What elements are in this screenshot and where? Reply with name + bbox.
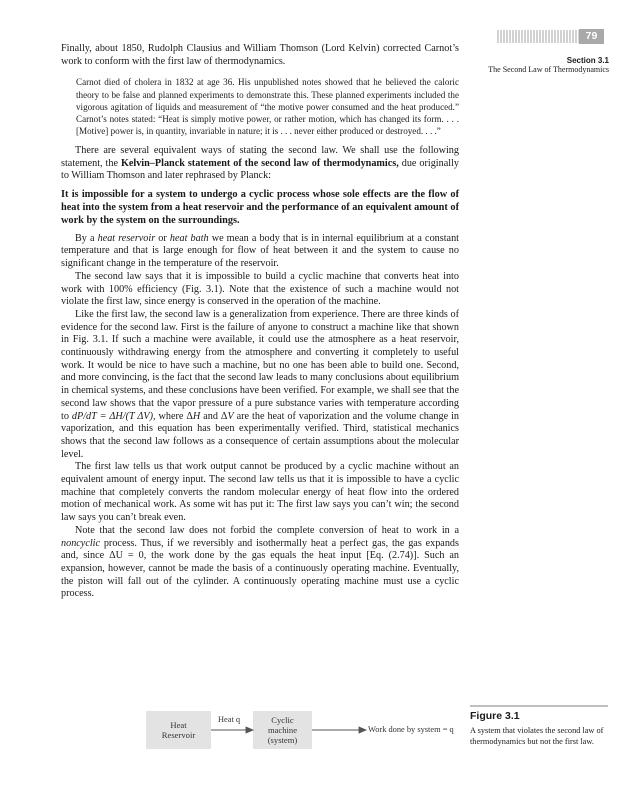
heat-reservoir-paragraph: By a heat reservoir or heat bath we mean a body that is in internal equilibrium at a constant temperature and that is large enough for flow of heat between it and the system to cause no significant change in the temperature of the reservoir. [61,232,459,270]
carnot-footnote: Carnot died of cholera in 1832 at age 36. His unpublished notes showed that he believed the caloric theory to be false and planned experiments to demonstrate this. These planned experiments included the vigorous agitation of liquids and measurement of “the motive power consumed and the heat produced.” Carnot’s notes stated: “Heat is simply motive power, or rather motion, which has changed its form. . . . [Motive] power is, in quantity, invariable in nature; it is . . . never either produced or destroyed. . . .” [76,77,459,136]
section-label: Section 3.1 [566,56,609,65]
section-title: The Second Law of Thermodynamics [488,65,609,74]
work-output-arrow [312,727,366,733]
cyclic-machine-paragraph: The second law says that it is impossible to build a cyclic machine that converts heat into work with 100% efficiency (Fig. 3.1). Note that the existence of such a machine would not violate the first law, since energy is conserved in the operation of the machine. [61,270,459,308]
heat-reservoir-box: Heat Reservoir [146,711,211,749]
work-arrow-label: Work done by system = q [368,725,454,734]
figure-caption: A system that violates the second law of thermodynamics but not the first law. [470,726,604,746]
intro-paragraph: Finally, about 1850, Rudolph Clausius and William Thomson (Lord Kelvin) corrected Carnot’s work to conform with the first law of thermodynamics. [61,43,459,67]
heat-reservoir-term: heat reservoir [97,232,156,244]
figure-rule [470,705,608,707]
page-number: 79 [579,29,604,44]
clapeyron-equation: dP/dT = ΔH/(T ΔV), [71,410,156,422]
kelvin-planck-statement: It is impossible for a system to undergo a cyclic process whose sole effects are the flow of heat into the system from a heat reservoir and the performance of an equivalent amount of work by the system on the surroundings. [61,188,459,226]
evidence-paragraph: Like the first law, the second law is a generalization from experience. There are three kinds of evidence for the second law. First is the failure of anyone to construct a machine like that shown in Fig. 3.1. If such a machine were available, it could use the atmosphere as a heat reservoir, continuously withdrawing energy from the atmosphere and converting it completely to useful work. It would be nice to have such a machine, but no one has been able to build one. Second, and more convincing, is the fact that the second law leads to many conclusions about equilibrium in chemical systems, and these conclusions have been verified. For example, we shall see that the second law shows that the vapor pressure of a pure substance varies with temperature according to dP/dT = ΔH/(T ΔV), where ΔH and ΔV are the heat of vaporization and the volume change in vaporization, and this equation has been experimentally verified. Third, statistical mechanics shows that the second law follows as a consequence of certain assumptions about the molecular level. [61,308,459,460]
figure-label: Figure 3.1 [470,710,520,722]
noncyclic-paragraph: Note that the second law does not forbid the complete conversion of heat to work in a noncyclic process. Thus, if we reversibly and isothermally heat a perfect gas, the gas expands and, since ΔU = 0, the work done by the gas equals the heat input [Eq. (2.74)]. Such an expansion, however, cannot be made the basis of a continuously operating machine. Eventually, the piston will fall out of the cylinder. A continuously operating machine must use a cyclic process. [61,524,459,600]
heat-bath-term: heat bath [169,232,209,244]
win-break-even-paragraph: The first law tells us that work output cannot be produced by a cyclic machine without an equivalent amount of energy input. The second law tells us that it is impossible to have a cyclic machine that completely converts the random molecular energy of heat flow into the ordered motion of mechanical work. As some wit has put it: The first law says you can’t win; the second law says you can’t break even. [61,461,459,524]
kelvin-planck-term: Kelvin–Planck statement of the second law of thermodynamics, [120,157,399,169]
heat-arrow-label: Heat q [218,715,241,724]
cyclic-machine-box: Cyclic machine (system) [253,711,312,749]
ways-paragraph: There are several equivalent ways of stating the second law. We shall use the following statement, the Kelvin–Planck statement of the second law of thermodynamics, due originally to William Thomson and later rephrased by Planck: [61,144,459,182]
noncyclic-term: noncyclic [61,537,101,549]
heat-flow-arrow [211,727,253,733]
